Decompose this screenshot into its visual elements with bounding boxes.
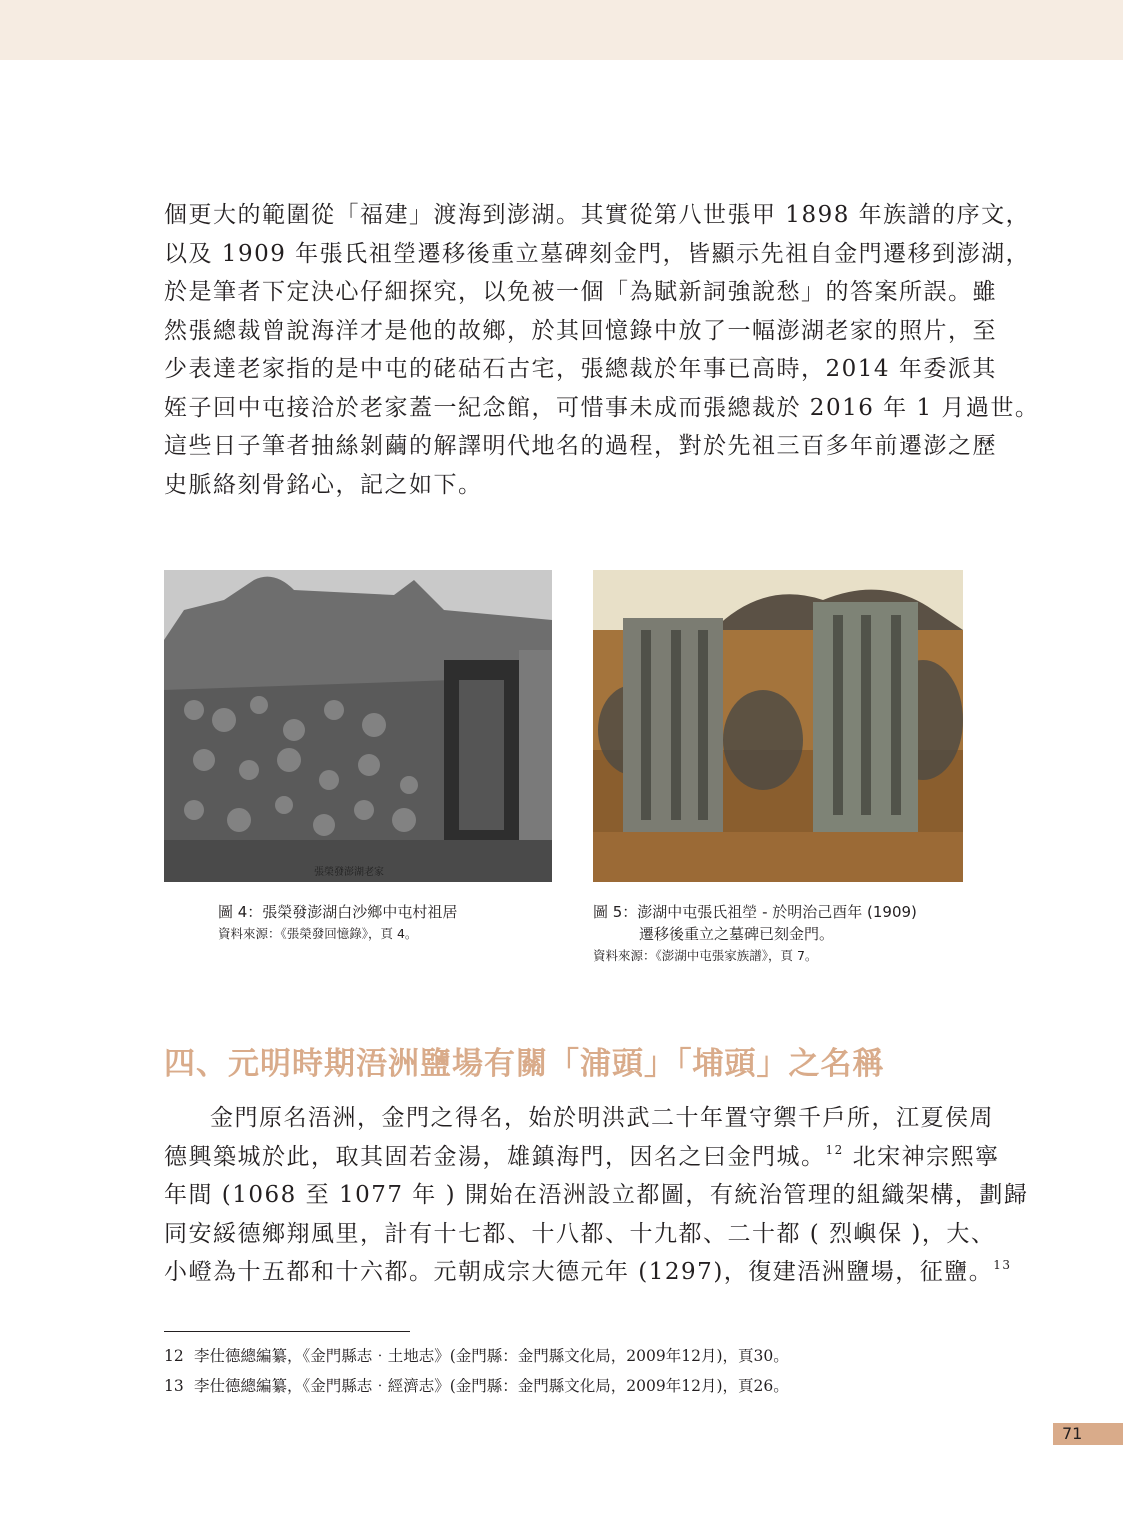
text-segment: 北宋神宗熙寧 [843, 1143, 1000, 1170]
figure-4-caption [218, 901, 558, 945]
footnote-text: 李仕德總編纂，《金門縣志‧經濟志》(金門縣：金門縣文化局，2009年12月)，頁26。 [194, 1377, 789, 1395]
footnote-number: 13 [164, 1377, 184, 1395]
footnote-divider [164, 1331, 410, 1332]
text-line: 然張總裁曾說海洋才是他的故鄉，於其回憶錄中放了一幅澎湖老家的照片，至 [164, 317, 997, 344]
text-line: 金門原名浯洲，金門之得名，始於明洪武二十年置守禦千戶所，江夏侯周 [210, 1105, 994, 1131]
figure-4-source: 資料來源：《張榮發回憶錄》，頁 4。 [218, 926, 418, 941]
text-line: 於是筆者下定決心仔細探究，以免被一個「為賦新詞強說愁」的答案所誤。雖 [164, 279, 997, 305]
figure-4-title: 圖 4：張榮發澎湖白沙鄉中屯村祖居 [218, 903, 458, 921]
text-line: 同安綏德鄉翔風里，計有十七都、十八都、十九都、二十都 ( 烈嶼保 )，大、 [164, 1220, 996, 1247]
text-line [164, 1138, 1000, 1177]
footnote-text: 李仕德總編纂，《金門縣志‧土地志》(金門縣：金門縣文化局，2009年12月)，頁30。 [194, 1347, 789, 1365]
footnote-13 [164, 1375, 789, 1397]
text-line: 以及 1909 年張氏祖塋遷移後重立墓碑刻金門，皆顯示先祖自金門遷移到澎湖， [164, 240, 1031, 267]
figure-5-photo [593, 570, 963, 882]
footnote-number: 12 [164, 1347, 184, 1365]
page-number: 71 [1062, 1424, 1083, 1443]
footnote-ref-13[interactable]: 13 [993, 1258, 1012, 1272]
text-line: 年間 (1068 至 1077 年 ) 開始在浯洲設立都圖，有統治管理的組織架構，劃歸 [164, 1182, 1029, 1208]
figure-5-caption [593, 901, 973, 967]
figure-4-photo [164, 570, 552, 882]
figure-5-title: 圖 5：澎湖中屯張氏祖塋 - 於明治己酉年 (1909) [593, 903, 917, 921]
text-line: 史脈絡刻骨銘心，記之如下。 [164, 471, 483, 498]
figure-5-title-cont: 遷移後重立之墓碑已刻金門。 [639, 925, 835, 943]
footnote-12 [164, 1345, 789, 1367]
text-line: 少表達老家指的是中屯的硓𥑮石古宅，張總裁於年事已高時，2014 年委派其 [164, 356, 997, 382]
figure-5-source: 資料來源：《澎湖中屯張家族譜》，頁 7。 [593, 948, 818, 963]
photo-caption-label: 張榮發澎湖老家 [314, 867, 384, 878]
text-line: 個更大的範圍從「福建」渡海到澎湖。其實從第八世張甲 1898 年族譜的序文， [164, 202, 1031, 228]
page-number-badge [1053, 1423, 1123, 1445]
text-line: 姪子回中屯接洽於老家蓋一紀念館，可惜事未成而張總裁於 2016 年 1 月過世。 [164, 394, 1040, 421]
text-segment: 小嶝為十五都和十六都。元朝成宗大德元年 (1297)，復建浯洲鹽場，征鹽。 [164, 1259, 994, 1285]
top-band [0, 0, 1123, 60]
body-paragraph-2 [164, 1099, 1029, 1292]
text-segment: 德興築城於此，取其固若金湯，雄鎮海門，因名之曰金門城。 [164, 1143, 826, 1170]
footnote-ref-12[interactable]: 12 [825, 1142, 844, 1157]
text-line [164, 1253, 1012, 1292]
section-heading: 四、元明時期浯洲鹽場有關「浦頭」「埔頭」之名稱 [164, 1046, 885, 1082]
text-line: 這些日子筆者抽絲剝繭的解譯明代地名的過程，對於先祖三百多年前遷澎之歷 [164, 433, 997, 459]
body-paragraph-1 [164, 196, 1040, 504]
